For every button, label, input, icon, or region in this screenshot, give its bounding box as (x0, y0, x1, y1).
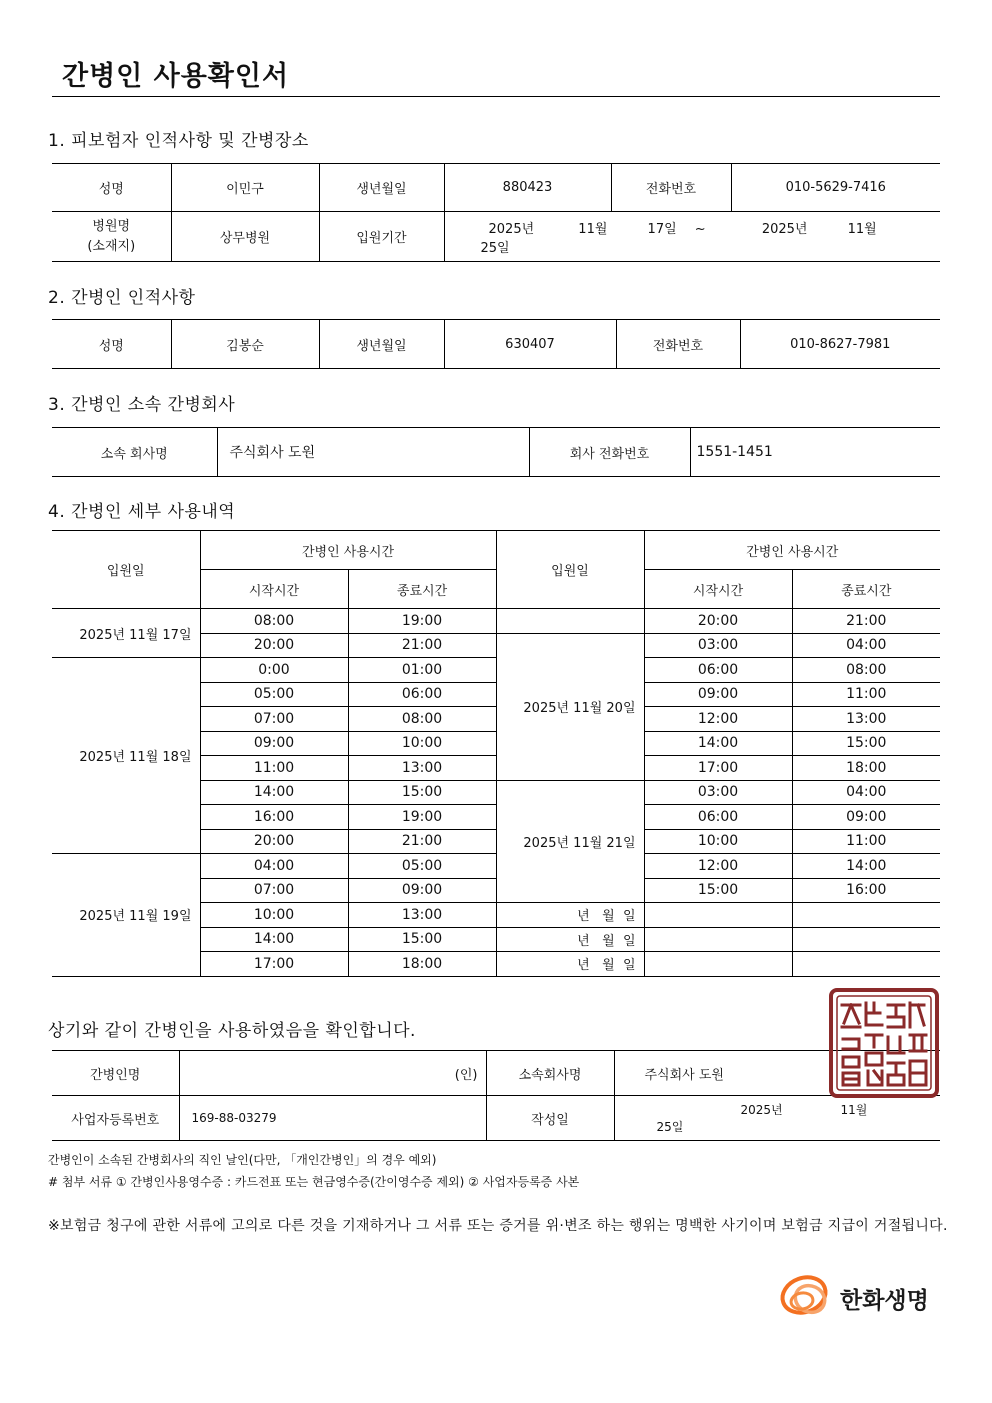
caregiver-name-sign-label: 간병인명 (52, 1051, 179, 1096)
right-end-time: 21:00 (792, 609, 940, 634)
left-end-time: 21:00 (348, 829, 496, 854)
company-info-table (52, 427, 940, 477)
header-end-right: 종료시간 (792, 570, 940, 609)
left-start-time: 11:00 (200, 756, 348, 781)
left-end-time: 13:00 (348, 903, 496, 928)
right-start-time: 14:00 (644, 731, 792, 756)
insured-name-value: 이민구 (171, 164, 319, 212)
section2-heading: 2. 간병인 인적사항 (48, 288, 196, 308)
left-end-time: 18:00 (348, 952, 496, 977)
left-start-time: 16:00 (200, 805, 348, 830)
right-start-time: 10:00 (644, 829, 792, 854)
left-end-time: 06:00 (348, 682, 496, 707)
right-end-time: 08:00 (792, 658, 940, 683)
hospital-label-line2: (소재지) (87, 238, 136, 254)
schedule-row (52, 609, 940, 634)
caregiver-phone-value: 010-8627-7981 (740, 320, 940, 369)
section1-heading: 1. 피보험자 인적사항 및 간병장소 (48, 131, 309, 151)
header-date-left: 입원일 (52, 531, 200, 609)
left-end-time: 05:00 (348, 854, 496, 879)
right-end-time: 14:00 (792, 854, 940, 879)
period-end-year: 2025년 (761, 221, 808, 237)
left-start-time: 20:00 (200, 633, 348, 658)
written-date-label: 작성일 (486, 1096, 614, 1141)
caregiver-name-value: 김봉순 (171, 320, 319, 369)
period-end-day: 25일 (480, 240, 510, 256)
left-admission-date: 2025년 11월 18일 (52, 658, 200, 854)
company-name-label: 소속 회사명 (52, 428, 217, 477)
right-start-time: 06:00 (644, 658, 792, 683)
left-end-time: 13:00 (348, 756, 496, 781)
right-start-time (644, 927, 792, 952)
left-start-time: 05:00 (200, 682, 348, 707)
left-end-time: 19:00 (348, 609, 496, 634)
left-start-time: 04:00 (200, 854, 348, 879)
right-end-time (792, 927, 940, 952)
right-start-time: 03:00 (644, 780, 792, 805)
period-start-year: 2025년 (488, 221, 535, 237)
right-start-time: 12:00 (644, 854, 792, 879)
affiliated-company-label: 소속회사명 (486, 1051, 614, 1096)
right-admission-date: 2025년 11월 21일 (496, 780, 644, 903)
insured-phone-value: 010-5629-7416 (731, 164, 940, 212)
header-date-right: 입원일 (496, 531, 644, 609)
left-start-time: 20:00 (200, 829, 348, 854)
insured-info-table (52, 163, 940, 262)
section3-heading: 3. 간병인 소속 간병회사 (48, 395, 236, 415)
right-start-time: 09:00 (644, 682, 792, 707)
left-end-time: 09:00 (348, 878, 496, 903)
insured-phone-label: 전화번호 (611, 164, 731, 212)
right-end-time (792, 903, 940, 928)
caregiver-birth-label: 생년월일 (319, 320, 444, 369)
insured-birth-value: 880423 (444, 164, 611, 212)
left-end-time: 08:00 (348, 707, 496, 732)
left-start-time: 14:00 (200, 780, 348, 805)
left-start-time: 10:00 (200, 903, 348, 928)
attachments-note: # 첨부 서류 ① 간병인사용영수증 : 카드전표 또는 현금영수증(간이영수증 제외) ② 사업자등록증 사본 (48, 1175, 580, 1189)
right-admission-date: 년 월 일 (496, 903, 644, 928)
header-start-left: 시작시간 (200, 570, 348, 609)
right-end-time: 13:00 (792, 707, 940, 732)
biz-reg-label: 사업자등록번호 (52, 1096, 179, 1141)
right-start-time: 20:00 (644, 609, 792, 634)
company-seal-stamp (828, 987, 940, 1099)
right-start-time (644, 903, 792, 928)
left-start-time: 08:00 (200, 609, 348, 634)
written-day: 25일 (656, 1120, 684, 1134)
right-admission-date: 년 월 일 (496, 927, 644, 952)
left-end-time: 15:00 (348, 927, 496, 952)
right-start-time: 06:00 (644, 805, 792, 830)
caregiver-seal-mark: (인) (179, 1051, 486, 1096)
period-value (444, 212, 940, 262)
left-start-time: 14:00 (200, 927, 348, 952)
left-end-time: 10:00 (348, 731, 496, 756)
period-start-month: 11월 (578, 221, 608, 237)
right-admission-date: 2025년 11월 20일 (496, 633, 644, 780)
hospital-value: 상무병원 (171, 212, 319, 262)
usage-schedule-table (52, 530, 940, 977)
written-month: 11월 (840, 1103, 868, 1117)
right-start-time: 03:00 (644, 633, 792, 658)
right-end-time: 04:00 (792, 633, 940, 658)
caregiver-phone-label: 전화번호 (616, 320, 740, 369)
written-date-value (614, 1096, 940, 1141)
period-label: 입원기간 (319, 212, 444, 262)
left-start-time: 07:00 (200, 878, 348, 903)
company-phone-value: 1551-1451 (690, 428, 940, 477)
right-end-time (792, 952, 940, 977)
left-end-time: 19:00 (348, 805, 496, 830)
period-end-month: 11월 (847, 221, 877, 237)
insured-birth-label: 생년월일 (319, 164, 444, 212)
right-end-time: 16:00 (792, 878, 940, 903)
right-end-time: 15:00 (792, 731, 940, 756)
left-end-time: 21:00 (348, 633, 496, 658)
right-admission-date (496, 609, 644, 634)
page-title: 간병인 사용확인서 (62, 61, 290, 92)
section4-heading: 4. 간병인 세부 사용내역 (48, 502, 236, 522)
left-start-time: 09:00 (200, 731, 348, 756)
header-usage-right: 간병인 사용시간 (644, 531, 940, 570)
period-start-day: 17일 (647, 221, 677, 237)
header-end-left: 종료시간 (348, 570, 496, 609)
left-end-time: 01:00 (348, 658, 496, 683)
right-start-time (644, 952, 792, 977)
fraud-warning: ※보험금 청구에 관한 서류에 고의로 다른 것을 기재하거나 그 서류 또는 증거를 위·변조 하는 행위는 명백한 사기이며 보험금 지급이 거절됩니다. (48, 1218, 948, 1234)
header-start-right: 시작시간 (644, 570, 792, 609)
left-start-time: 0:00 (200, 658, 348, 683)
right-start-time: 15:00 (644, 878, 792, 903)
right-end-time: 09:00 (792, 805, 940, 830)
right-end-time: 11:00 (792, 829, 940, 854)
period-tilde: ~ (694, 221, 706, 237)
header-usage-left: 간병인 사용시간 (200, 531, 496, 570)
biz-reg-value: 169-88-03279 (179, 1096, 486, 1141)
right-end-time: 04:00 (792, 780, 940, 805)
title-divider (52, 96, 940, 97)
right-admission-date: 년 월 일 (496, 952, 644, 977)
left-admission-date: 2025년 11월 19일 (52, 854, 200, 977)
insured-name-label: 성명 (52, 164, 171, 212)
brand-name: 한화생명 (840, 1288, 929, 1314)
written-year: 2025년 (740, 1103, 783, 1117)
stamp-note: 간병인이 소속된 간병회사의 직인 날인(다만, 「개인간병인」의 경우 예외) (48, 1153, 437, 1167)
hospital-label-line1: 병원명 (92, 218, 131, 234)
caregiver-info-table (52, 319, 940, 369)
caregiver-name-label: 성명 (52, 320, 171, 369)
company-phone-label: 회사 전화번호 (529, 428, 690, 477)
right-end-time: 18:00 (792, 756, 940, 781)
left-start-time: 17:00 (200, 952, 348, 977)
left-start-time: 07:00 (200, 707, 348, 732)
confirmation-table (52, 1050, 940, 1141)
affiliated-company-value: 주식회사 도원 (614, 1051, 940, 1096)
right-start-time: 17:00 (644, 756, 792, 781)
confirmation-statement: 상기와 같이 간병인을 사용하였음을 확인합니다. (48, 1021, 416, 1041)
left-end-time: 15:00 (348, 780, 496, 805)
company-name-value: 주식회사 도원 (217, 428, 529, 477)
hospital-label (52, 212, 171, 262)
caregiver-birth-value: 630407 (444, 320, 616, 369)
right-start-time: 12:00 (644, 707, 792, 732)
right-end-time: 11:00 (792, 682, 940, 707)
left-admission-date: 2025년 11월 17일 (52, 609, 200, 658)
